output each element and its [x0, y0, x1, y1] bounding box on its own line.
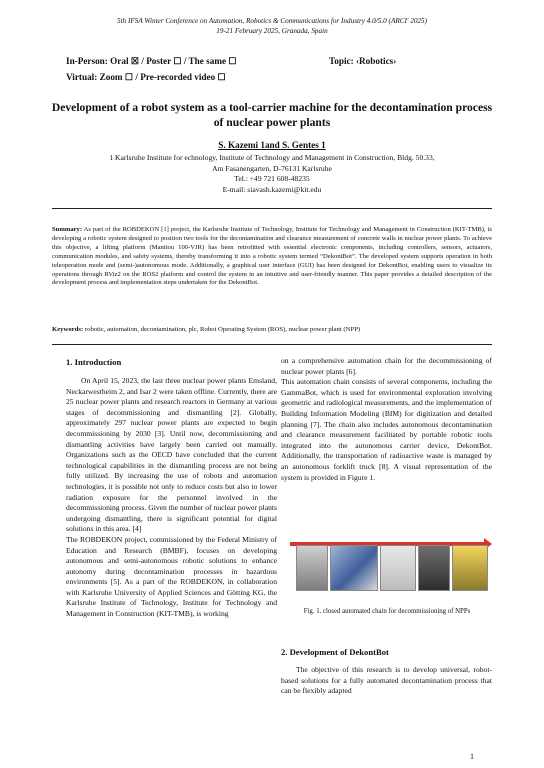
paragraph: The objective of this research is to develop universal, robot-based solutions for a fully automated decontamination process that can be flexibly adapted [281, 665, 492, 696]
affiliation [60, 153, 484, 195]
keywords-text: robotic, automation, decontamination, plc, Robot Operating System (ROS), nuclear power plant (NPP) [84, 326, 361, 333]
affiliation-line-1: 1 Karlsruhe Institute for echnology, Institute of Technology and Management in Construction, Bldg. 50.33, [109, 153, 435, 162]
divider [52, 344, 492, 345]
left-column [66, 376, 277, 620]
figure-1 [282, 545, 492, 593]
section-heading: 1. Introduction [66, 357, 122, 367]
topic-label: Topic: ‹Robotics› [329, 56, 397, 66]
conference-line-1: 5th IFSA Winter Conference on Automation, Robotics & Communications for Industry 4.0/5.0 (ARCI' 2025) [116, 17, 428, 25]
paper-title: Development of a robot system as a tool-carrier machine for the decontamination process of nuclear power plants [51, 101, 493, 129]
in-person-options: In-Person: Oral ☒ / Poster ☐ / The same ☐ [66, 56, 237, 66]
figure-caption: Fig. 1. closed automated chain for decommissioning of NPPs [303, 608, 471, 615]
keywords-label: Keywords: [52, 326, 84, 333]
figure-photo-robot-tool [380, 545, 416, 591]
right-column [281, 356, 492, 483]
paragraph: on a comprehensive automation chain for the decommissioning of nuclear power plants [6]. [281, 356, 492, 376]
paragraph: On April 15, 2023, the last three nuclear power plants Emsland, Neckarwestheim 2, and Isar 2 were taken offline. Currently, there are 25 nuclear power plants and research reactors in Germany at various stages of decommissioning and dismantling [2]. Globally, approximately 297 nuclear power plants are expected to begin decommissioning by 2030 [3]. Until now, decommissioning and dismantling activities have largely been carried out manually. Organizations such as the OECD have concluded that the current technological capabilities in the dismantling process are not being fully utilized. By increasing the use of robots and automation technologies, it is possible not only to reduce costs but also to lower radiation exposure for the personnel involved in the decommissioning process. Given the number of nuclear power plants undergoing dismantling, there is significant potential for digital solutions in this area. [4] [66, 376, 277, 534]
paragraph: The ROBDEKON project, commissioned by the Federal Ministry of Education and Research (BMBF), focuses on developing autonomous and semi-autonomous robotic solutions to enhance autonomy during decontamination processes in hazardous environments [5]. As a part of the ROBDEKON, in collaboration with Karlsruhe University of Applied Sciences and Götting KG, the Karlsruhe Institute of Technology, Institute for Technology and Management in Construction (KIT-TMB), is working [66, 534, 277, 619]
page-number: 1 [470, 752, 474, 761]
conference-line-2: 19-21 February 2025, Granada, Spain [216, 27, 328, 35]
divider [52, 208, 492, 209]
keywords [52, 326, 492, 333]
virtual-options: Virtual: Zoom ☐ / Pre-recorded video ☐ [66, 72, 226, 82]
paper-authors: S. Kazemi 1and S. Gentes 1 [218, 140, 326, 150]
paragraph: This automation chain consists of several components, including the GammaBot, which is used for environmental exploration involving geometric and radiological measurements, and the implementation of Building Information Modeling (BIM) for digitization and detailed planning [7]. The chain also includes autonomous decontamination and clearance measurement facilitated by portable robotic tools integrated into the autonomous carrier device, DekontBot. Additionally, the transportation of radioactive waste is managed by an autonomous forklift truck [8]. A visual representation of the system is provided in Figure 1. [281, 377, 492, 482]
figure-photo-dekontbot [418, 545, 450, 591]
right-column-section-2 [281, 665, 492, 697]
affiliation-line-4: E-mail: siavash.kazemi@kit.edu [222, 184, 322, 194]
affiliation-line-3: Tel.: +49 721 608-48235 [234, 174, 310, 183]
affiliation-line-2: Am Fasanengarten, D-76131 Karlsruhe [212, 163, 332, 173]
summary-text: As part of the ROBDEKON [1] project, the Karlsruhe Institute of Technology, Institute for Technology and Management in Construction (KIT-TMB), is developing a robotic system designed to position two tools for the decontamination and clearance measurement of concrete walls in nuclear power plants. To achieve this objective, a lifting platform (Manitou 100-VJR) has been retrofitted with essential electronic components, including controllers, sensors, actuators, communication modules, and safety systems, thereby transforming it into a robotic system termed “DekontBot”. The developed system supports operation in both teleoperation mode and (semi-)autonomous mode. Additionally, a graphical user interface (GUI) has been designed for DekontBot, enabling users to visualize its operations through RViz2 on the ROS2 platform and control the system in an intuitive and user-friendly manner. This paper provides a detailed description of the development process and implementation steps undertaken for the DekontBot. [52, 226, 492, 287]
summary [52, 226, 492, 288]
summary-label: Summary: [52, 226, 83, 233]
figure-photo-bim-model [330, 545, 378, 591]
figure-photo-gammabot [296, 545, 328, 591]
conference-header [0, 16, 544, 36]
figure-photo-forklift [452, 545, 488, 591]
section-heading: 2. Development of DekontBot [281, 647, 389, 657]
